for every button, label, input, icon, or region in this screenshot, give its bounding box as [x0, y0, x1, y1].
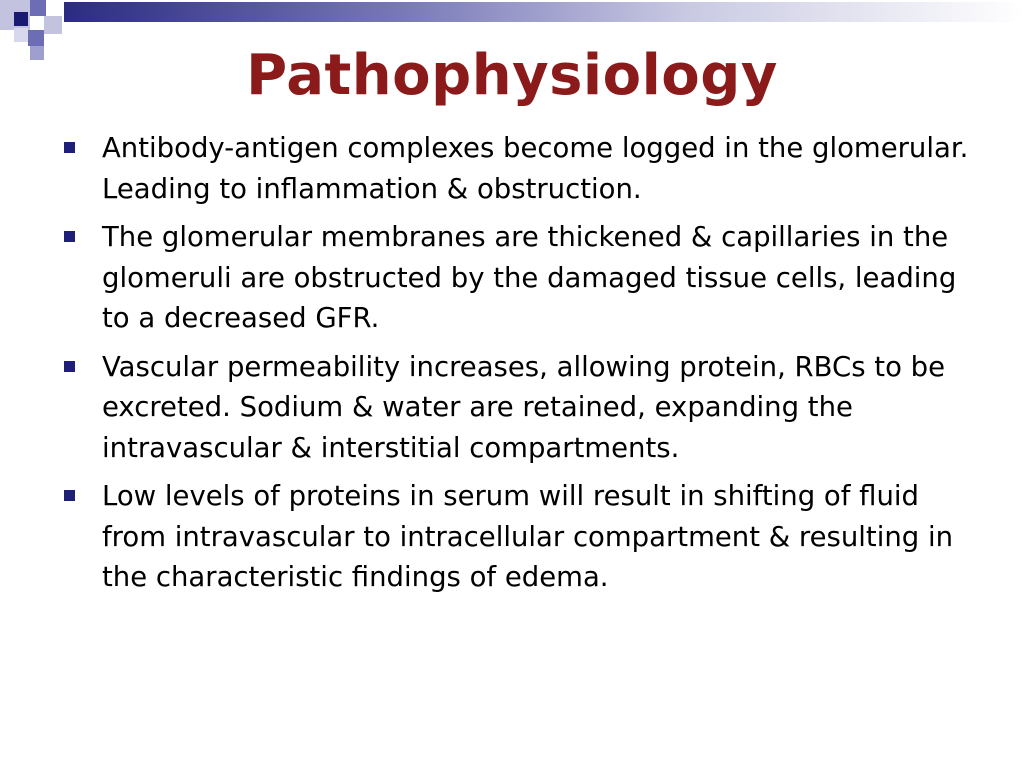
- bullet-text: Antibody-antigen complexes become logged in the glomerular. Leading to inflammation & obstruction.: [102, 132, 969, 205]
- bullet-list: [58, 128, 978, 606]
- bullet-item: [58, 476, 978, 598]
- corner-square-light-2: [44, 16, 62, 34]
- corner-square-dark: [14, 12, 28, 26]
- slide-title: Pathophysiology: [246, 43, 778, 108]
- bullet-item: [58, 217, 978, 339]
- square-bullet-icon: [64, 490, 75, 501]
- bullet-text: Low levels of proteins in serum will result in shifting of fluid from intravascular to intracellular compartment & resulting in the characteristic findings of edema.: [102, 480, 954, 593]
- square-bullet-icon: [64, 231, 75, 242]
- header-gradient-band: [64, 2, 1024, 22]
- bullet-text: Vascular permeability increases, allowing protein, RBCs to be excreted. Sodium & water are retained, expanding the intravascular & interstitial compartments.: [102, 350, 946, 464]
- bullet-item: [58, 347, 978, 469]
- square-bullet-icon: [64, 142, 75, 153]
- corner-square-mid: [30, 0, 46, 16]
- square-bullet-icon: [64, 361, 75, 372]
- bullet-text: The glomerular membranes are thickened & capillaries in the glomeruli are obstructed by the damaged tissue cells, leading to a decreased GFR.: [102, 221, 957, 334]
- bullet-item: [58, 128, 978, 209]
